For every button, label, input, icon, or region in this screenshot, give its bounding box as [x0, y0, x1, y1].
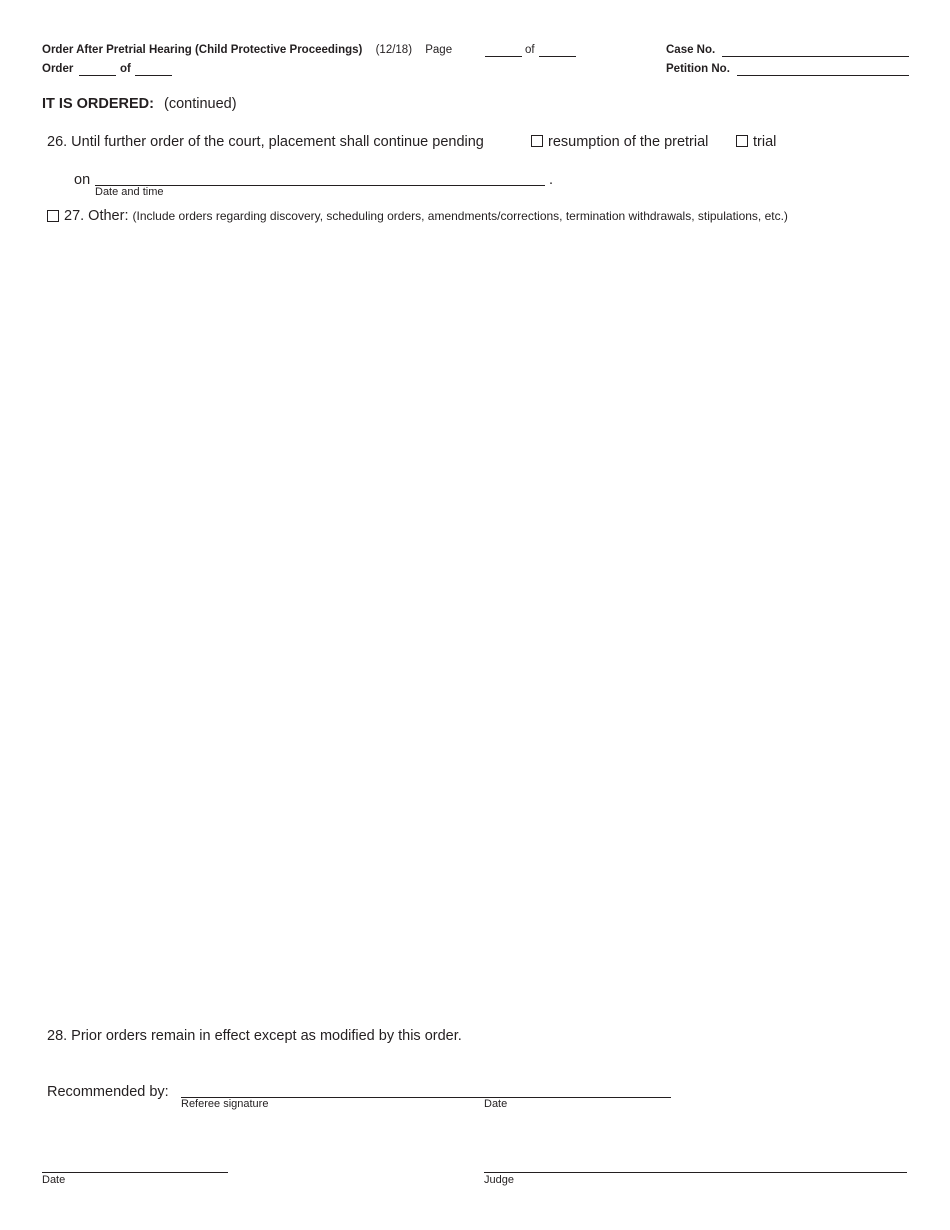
page-number-field[interactable]	[485, 56, 522, 57]
trial-label: trial	[753, 134, 777, 150]
item-27-note: (Include orders regarding discovery, scheduling orders, amendments/corrections, termination withdrawals, stipulations, etc.)	[132, 209, 788, 223]
referee-signature-caption: Referee signature	[181, 1098, 269, 1110]
item-26-text: 26. Until further order of the court, placement shall continue pending	[47, 134, 484, 150]
form-header-line1	[42, 44, 452, 56]
continued-label: (continued)	[164, 96, 237, 112]
page-total-field[interactable]	[539, 56, 576, 57]
resumption-label: resumption of the pretrial	[548, 134, 709, 150]
item-28-text: 28. Prior orders remain in effect except as modified by this order.	[47, 1028, 462, 1044]
judge-caption: Judge	[484, 1174, 514, 1186]
order-number-field[interactable]	[79, 75, 116, 76]
date-and-time-caption: Date and time	[95, 186, 164, 198]
case-no-field[interactable]	[722, 56, 909, 57]
on-label: on	[74, 172, 91, 188]
order-date-caption: Date	[42, 1174, 66, 1186]
order-date-field[interactable]	[42, 1172, 228, 1173]
item-26-period: .	[549, 172, 554, 188]
other-checkbox[interactable]	[47, 210, 59, 222]
resumption-checkbox[interactable]	[531, 135, 543, 147]
order-of-label: of	[120, 63, 131, 75]
item-27-label: 27. Other:	[64, 208, 129, 224]
petition-no-field[interactable]	[737, 75, 909, 76]
referee-date-caption: Date	[484, 1098, 508, 1110]
item-27-line	[64, 208, 788, 224]
page-of-label: of	[525, 44, 535, 56]
trial-checkbox[interactable]	[736, 135, 748, 147]
other-orders-area[interactable]	[64, 232, 910, 1012]
it-is-ordered-heading: IT IS ORDERED:	[42, 96, 154, 112]
page-label: Page	[425, 44, 453, 56]
case-no-label: Case No.	[666, 44, 716, 56]
form-revision: (12/18)	[375, 44, 413, 56]
section-heading	[42, 96, 237, 112]
order-label: Order	[42, 63, 74, 75]
petition-no-label: Petition No.	[666, 63, 730, 75]
judge-signature-field[interactable]	[484, 1172, 907, 1173]
recommended-by-label: Recommended by:	[47, 1084, 169, 1100]
form-title: Order After Pretrial Hearing (Child Protective Proceedings)	[42, 44, 363, 56]
order-total-field[interactable]	[135, 75, 172, 76]
